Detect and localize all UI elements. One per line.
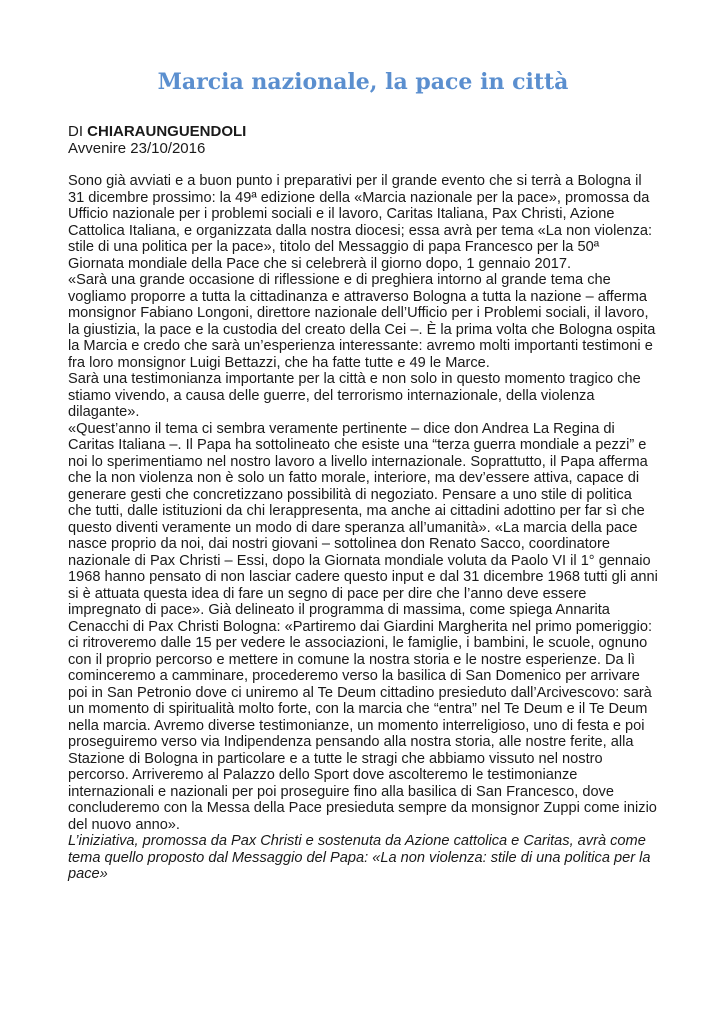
paragraph: Sarà una testimonianza importante per la città e non solo in questo momento tragico che stiamo vivendo, a causa delle guerre, del terrorismo internazionale, della violenza dilagante».	[68, 371, 641, 420]
document-page	[68, 0, 658, 883]
author-prefix: DI	[68, 123, 88, 140]
author-line	[68, 123, 658, 140]
paragraph: «Quest’anno il tema ci sembra veramente pertinente – dice don Andrea La Regina di Caritas Italiana –. Il Papa ha sottolineato che esiste una “terza guerra mondiale a pezzi” e noi lo sperimentiamo nel nostro lavoro a livello internazionale. Soprattutto, il Papa afferma che la non violenza non è solo un fatto morale, interiore, ma dev’essere attiva, capace di generare gesti che concretizzano possibilità di negoziato. Pensare a uno stile di politica che tutti, dalle istituzioni da chi lerappresenta, ma anche ai cittadini adottino per far sì che questo diventi veramente un modo di dare speranza all’umanità». «La marcia della pace nasce proprio da noi, dai nostri giovani – sottolinea don Renato Sacco, coordinatore nazionale di Pax Christi – Essi, dopo la Giornata mondiale voluta da Paolo VI il 1° gennaio 1968 hanno pensato di non lasciar cadere questo input e dal 31 dicembre 1968 tutti gli anni si è attuata questa idea di fare un segno di pace per dire che l’anno deve essere impregnato di pace». Già delineato il programma di massima, come spiega Annarita Cenacchi di Pax Christi Bologna: «Partiremo dai Giardini Margherita nel primo pomeriggio: ci ritroveremo dalle 15 per vedere le associazioni, le famiglie, i bambini, le scuole, ognuno con il proprio percorso e mettere in comune la nostra storia e le nostre esperienze. Da lì cominceremo a camminare, procederemo verso la basilica di San Domenico per arrivare poi in San Petronio dove ci uniremo al Te Deum cittadino presieduto dall’Arcivescovo: sarà un momento di spiritualità molto forte, con la marcia che “entra” nel Te Deum e il Te Deum nella marcia. Avremo diverse testimonianze, un momento interreligioso, uno di festa e poi proseguiremo verso via Indipendenza pensando alla nostra storia, alle nostre ferite, alla Stazione di Bologna in particolare e a tutte le stragi che abbiamo vissuto nel nostro percorso. Arriveremo al Palazzo dello Sport dove ascolteremo le testimonianze internazionali e nazionali per poi proseguire fino alla basilica di San Francesco, dove concluderemo con la Messa della Pace presieduta sempre da monsignor Zuppi come inizio del nuovo anno».	[68, 420, 658, 833]
paragraph: Sono già avviati e a buon punto i preparativi per il grande evento che si terrà a Bologna il 31 dicembre prossimo: la 49ª edizione della «Marcia nazionale per la pace», promossa da Ufficio nazionale per i problemi sociali e il lavoro, Caritas Italiana, Pax Christi, Azione Cattolica Italiana, e organizzata dalla nostra diocesi; essa avrà per tema «La non violenza: stile di una politica per la pace», titolo del Messaggio di papa Francesco per la 50ª Giornata mondiale della Pace che si celebrerà il giorno dopo, 1 gennaio 2017.	[68, 173, 653, 272]
article-title: Marcia nazionale, la pace in città	[157, 69, 569, 95]
paragraph: «Sarà una grande occasione di riflessione e di preghiera intorno al grande tema che vogliamo proporre a tutta la cittadinanza e attraverso Bologna a tutta la nazione – afferma monsignor Fabiano Longoni, direttore nazionale dell’Ufficio per i Problemi sociali, il lavoro, la giustizia, la pace e la custodia del creato della Cei –. È la prima volta che Bologna ospita la Marcia e credo che sarà un’esperienza interessante: avremo molti importanti testimoni e fra loro monsignor Luigi Bettazzi, che ha fatte tutte e 49 le Marce.	[68, 272, 656, 371]
author-name: CHIARAUNGUENDOLI	[87, 123, 247, 140]
source-line: Avvenire 23/10/2016	[68, 140, 206, 157]
closing-paragraph: L’iniziativa, promossa da Pax Christi e sostenuta da Azione cattolica e Caritas, avrà come tema quello proposto dal Messaggio del Papa: «La non violenza: stile di una politica per la pace»	[68, 833, 651, 882]
article-body	[68, 173, 658, 883]
byline	[68, 123, 658, 157]
